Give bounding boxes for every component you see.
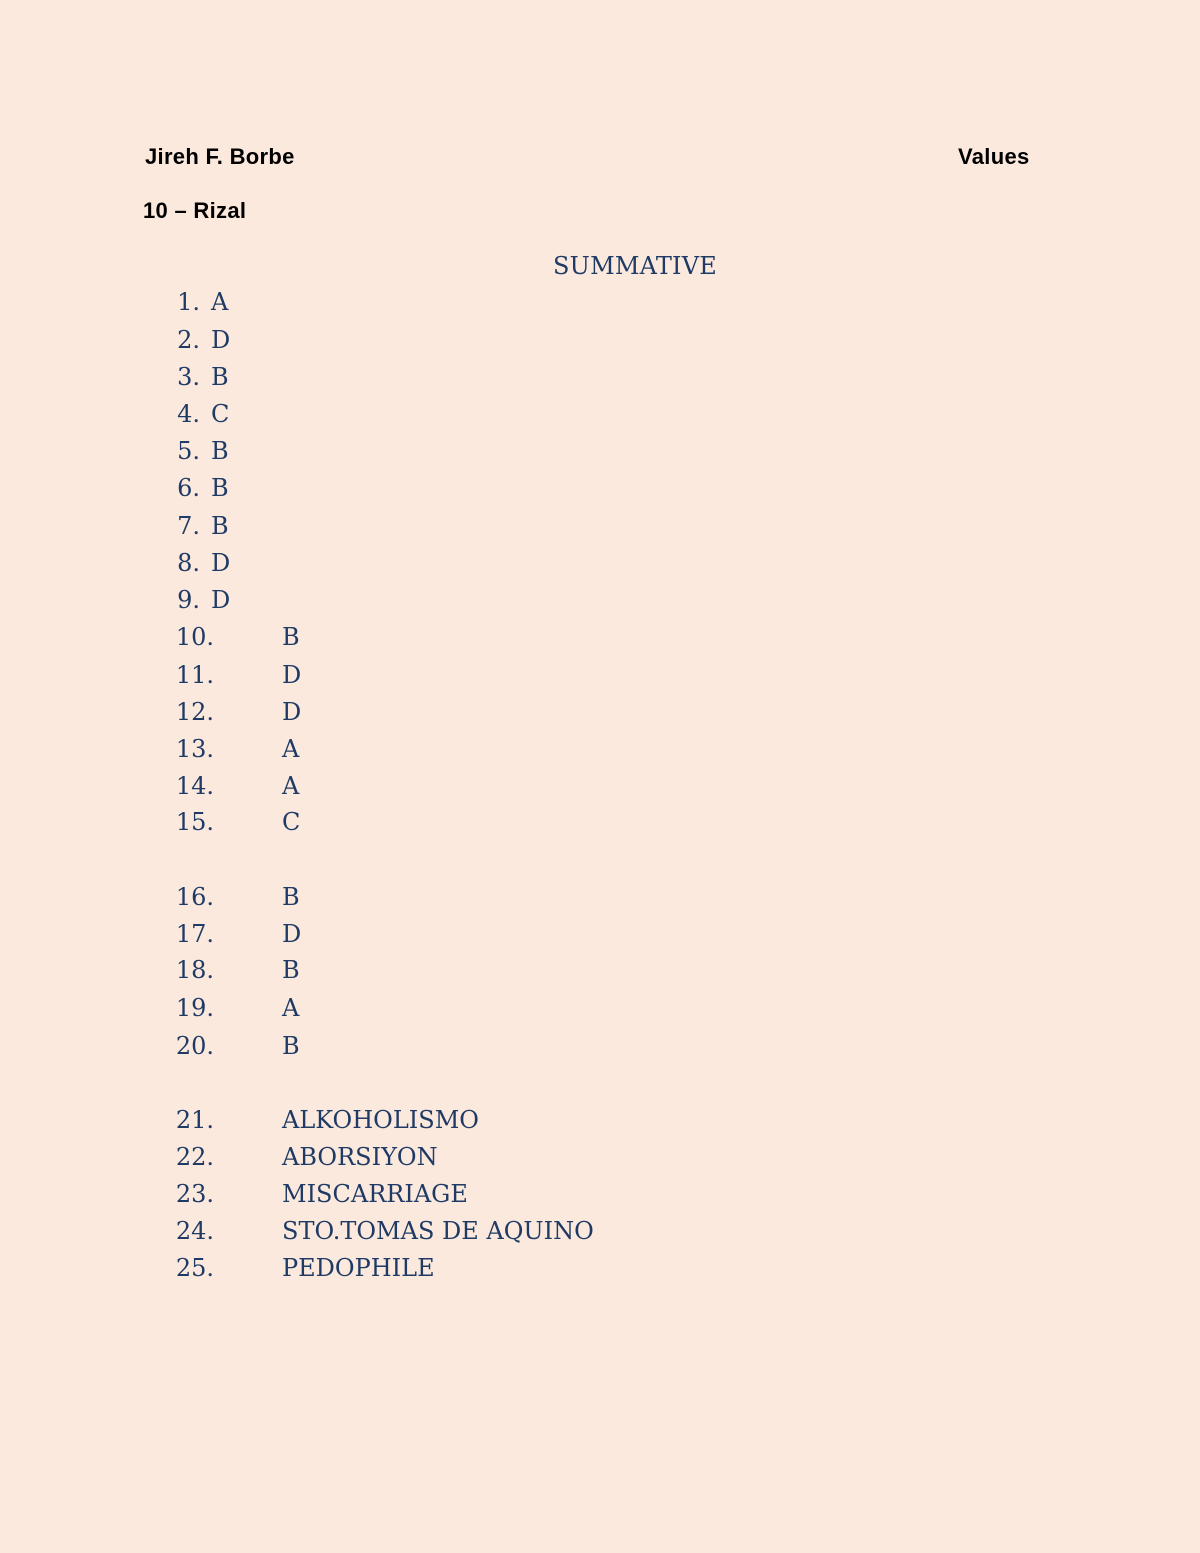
answer-number: 23. — [175, 1180, 214, 1208]
answer-number: 12. — [175, 698, 214, 726]
answer-value: D — [282, 698, 302, 726]
answer-value: B — [282, 956, 300, 984]
answer-value: D — [282, 920, 302, 948]
answer-number: 10. — [175, 623, 214, 651]
answer-value: B — [282, 623, 300, 651]
answer-number: 9. — [177, 586, 200, 614]
answer-number: 1. — [177, 288, 200, 316]
student-name: Jireh F. Borbe — [145, 144, 295, 169]
answer-value: D — [211, 326, 231, 354]
answer-number: 8. — [177, 549, 200, 577]
answer-number: 25. — [175, 1254, 214, 1282]
grade-section: 10 – Rizal — [143, 198, 247, 223]
answer-value: C — [282, 808, 301, 836]
answer-number: 18. — [175, 956, 214, 984]
answer-value: A — [282, 772, 300, 800]
answer-value: B — [282, 883, 300, 911]
answer-number: 11. — [175, 661, 214, 689]
page-title: SUMMATIVE — [553, 252, 717, 280]
answer-number: 6. — [177, 474, 200, 502]
answer-number: 2. — [177, 326, 200, 354]
answer-number: 17. — [175, 920, 214, 948]
answer-value: A — [282, 735, 300, 763]
answer-number: 7. — [177, 512, 200, 540]
answer-value: B — [211, 474, 229, 502]
answer-value: PEDOPHILE — [282, 1254, 435, 1282]
answer-number: 15. — [175, 808, 214, 836]
answer-number: 20. — [175, 1032, 214, 1060]
answer-number: 24. — [175, 1217, 214, 1245]
answer-value: ABORSIYON — [282, 1143, 438, 1171]
answer-value: D — [211, 549, 231, 577]
answer-value: B — [211, 437, 229, 465]
answer-number: 22. — [175, 1143, 214, 1171]
answer-number: 14. — [175, 772, 214, 800]
answer-number: 13. — [175, 735, 214, 763]
answer-value: A — [211, 288, 229, 316]
answer-value: A — [282, 994, 300, 1022]
subject-label: Values — [958, 144, 1030, 169]
answer-number: 5. — [177, 437, 200, 465]
answer-value: C — [211, 400, 230, 428]
answer-number: 21. — [175, 1106, 214, 1134]
answer-number: 19. — [175, 994, 214, 1022]
answer-number: 16. — [175, 883, 214, 911]
answer-value: B — [282, 1032, 300, 1060]
answer-value: D — [211, 586, 231, 614]
answer-value: ALKOHOLISMO — [282, 1106, 479, 1134]
answer-number: 4. — [177, 400, 200, 428]
answer-value: D — [282, 661, 302, 689]
answer-number: 3. — [177, 363, 200, 391]
answer-value: STO.TOMAS DE AQUINO — [282, 1217, 594, 1245]
answer-value: B — [211, 512, 229, 540]
answer-value: B — [211, 363, 229, 391]
answer-value: MISCARRIAGE — [282, 1180, 468, 1208]
